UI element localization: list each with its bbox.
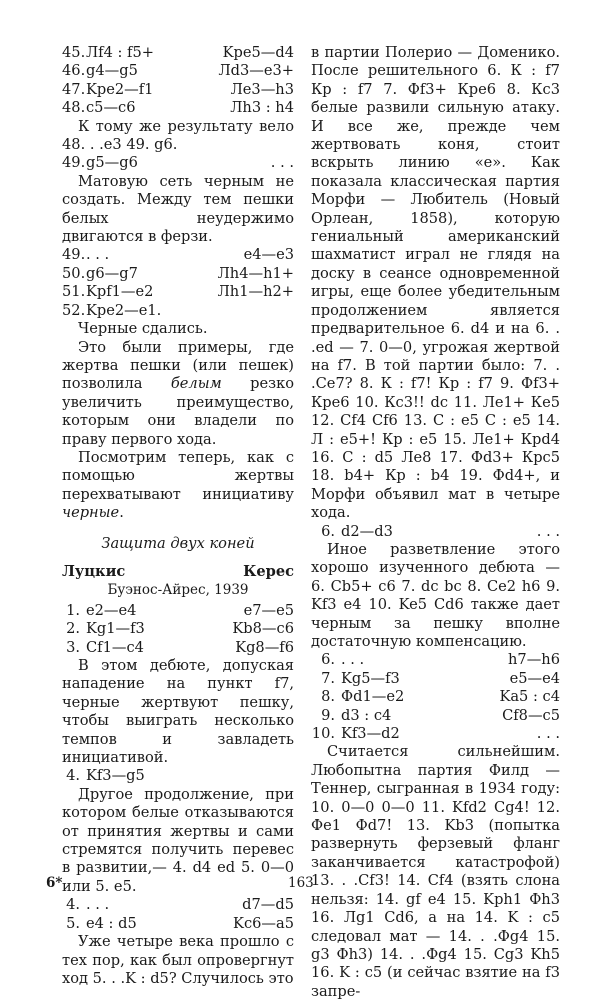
paragraph: Это были примеры, где жертва пешки (или пешек) позволила белым резко увеличить преимущество, которым они владели по праву первого хода. (62, 338, 294, 448)
game-header (62, 563, 294, 581)
move-row: 10. Kf3—d2 . . . (311, 725, 560, 743)
signature-mark: 6* (46, 875, 63, 891)
move-row: 4. Kf3—g5 (66, 767, 145, 785)
move-row: 8. Фd1—e2 Ka5 : c4 (321, 688, 560, 706)
move-row: 2. Kg1—f3 Kb8—c6 (66, 620, 294, 638)
move-list (311, 651, 560, 743)
paragraph: Другое продолжение, при котором белые отказываются от принятия жертвы и сами стремятся получить перевес в развитии,— 4. d4 ed 5. 0—0 или 5. e5. (62, 785, 294, 895)
paragraph: В этом дебюте, допуская нападение на пункт f7, черные жертвуют пешку, чтобы выиграть несколько темпов и завладеть инициативой. (62, 657, 294, 767)
move-list (62, 44, 294, 118)
move-row: 45. Лf4 : f5+ Kpe5—d4 (62, 44, 294, 61)
move-list (62, 602, 294, 657)
move-row: 5. e4 : d5 Kc6—a5 (66, 914, 294, 932)
move-list (62, 896, 294, 933)
move-row: 48. c5—c6 Лh3 : h4 (62, 99, 294, 117)
left-column (62, 44, 294, 988)
move-row: 47. Kpe2—f1 Лe3—h3 (62, 80, 294, 98)
game-venue: Буэнос-Айрес, 1939 (107, 582, 249, 599)
move-row: 52. Kpe2—e1. (62, 301, 162, 319)
move-row: 7. Kg5—f3 e5—e4 (321, 669, 560, 687)
paragraph: Уже четыре века прошло с тех пор, как был опровергнут ход 5. . .K : d5? Случилось это (62, 933, 294, 987)
page-number: 163 (288, 875, 314, 891)
move-row: 1. e2—e4 e7—e5 (66, 601, 294, 619)
paragraph: Считается сильнейшим. Любопытна партия Филд — Теннер, сыгранная в 1934 году: 10. 0—0 0—0 11. Kfd2 Cg4! 12. Фe1 Фd7! 13. Kb3 (попытка развернуть ферзевый фланг заканчивается катастрофой) 13. . .Cf3! 14. Cf4 (взять слона нельзя: 14. gf e4 15. Kph1 Фh3 16. Лg1 Cd6, а на 14. K : c5 следовал мат — 14. . .Фg4 15. g3 Фh3) 14. . .Фg4 15. Cg3 Kh5 16. K : c5 (и сейчас взятие на f3 запре- (311, 743, 560, 1000)
right-column (311, 44, 560, 1001)
move-row: 50. g6—g7 Лh4—h1+ (62, 264, 294, 282)
paragraph: Иное разветвление этого хорошо изученного дебюта — 6. Cb5+ c6 7. dc bc 8. Ce2 h6 9. Kf3 e4 10. Ke5 Cd6 также дает черным за пешку вполне достаточную компенсацию. (311, 540, 560, 650)
move-row: 4. . . . d7—d5 (66, 896, 294, 914)
move-row: 46. g4—g5 Лd3—e3+ (62, 62, 294, 80)
section-heading: Защита двух коней (101, 534, 255, 552)
move-row: 49. g5—g6 . . . (62, 154, 294, 172)
move-row: 6. . . . h7—h6 (321, 651, 560, 669)
white-player: Луцкис (62, 562, 126, 580)
move-list (62, 246, 294, 320)
move-row: 6. d2—d3 . . . (321, 522, 560, 540)
move-row: 9. d3 : c4 Cf8—c5 (321, 706, 560, 724)
paragraph: Черные сдались. (78, 320, 208, 338)
paragraph: К тому же результату вело 48. . .e3 49. g6. (62, 117, 294, 154)
paragraph: Матовую сеть черным не создать. Между тем пешки белых неудержимо двигаются в ферзи. (62, 172, 294, 246)
black-player: Керес (243, 562, 294, 580)
move-row: 3. Cf1—c4 Kg8—f6 (66, 638, 294, 656)
paragraph: в партии Полерио — Доменико. После решительного 6. К : f7 Кр : f7 7. Фf3+ Кре6 8. Кс3 белые развили сильную атаку. И все же, прежде чем жертвовать коня, стоит вскрыть линию «е». Как показала классическая партия Морфи — Любитель (Новый Орлеан, 1858), которую гениальный американский шахматист играл не глядя на доску в сеансе одновременной игры, еще более убедительным продолжением является предварительное 6. d4 и на 6. . .ed — 7. 0—0, угрожая жертвой на f7. В той партии было: 7. . .Се7? 8. К : f7! Кр : f7 9. Фf3+ Кре6 10. Кс3!! dc 11. Ле1+ Ке5 12. Сf4 Сf6 13. С : е5 С : е5 14. Л : е5+! Кр : е5 15. Ле1+ Крd4 16. С : d5 Ле8 17. Фd3+ Крс5 18. b4+ Кр : b4 19. Фd4+, и Морфи объявил мат в четыре хода. (311, 44, 560, 522)
move-row: 49. . . . e4—e3 (62, 246, 294, 264)
move-row: 51. Kpf1—e2 Лh1—h2+ (62, 283, 294, 301)
paragraph: Посмотрим теперь, как с помощью жертвы перехватывают инициативу черные. (62, 448, 294, 522)
